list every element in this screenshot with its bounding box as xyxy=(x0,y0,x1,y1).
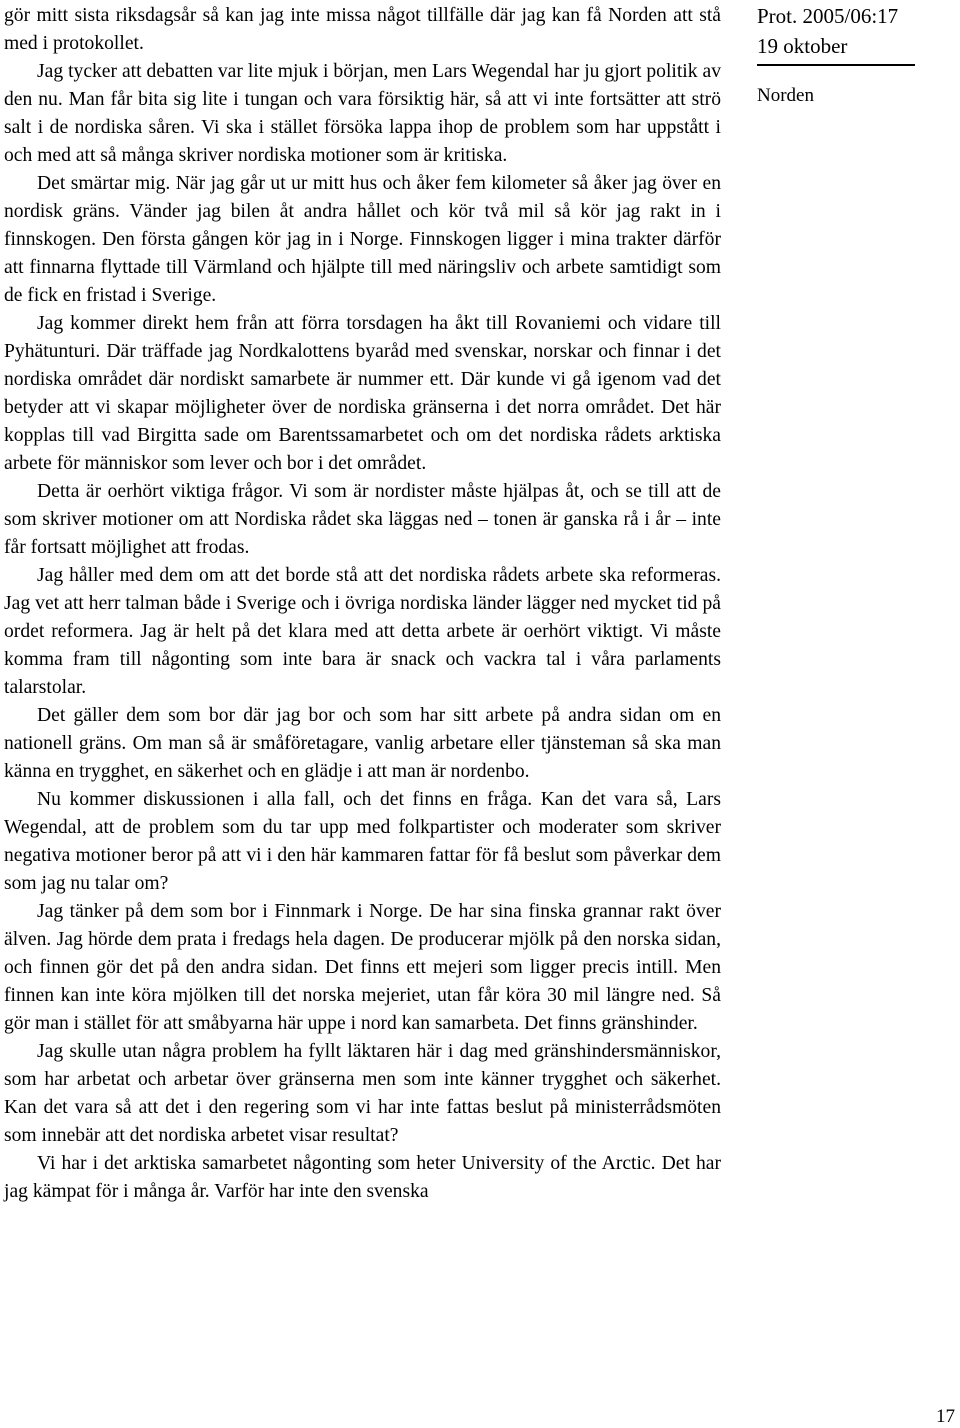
topic-label: Norden xyxy=(757,85,814,106)
paragraph-8: Nu kommer diskussionen i alla fall, och det finns en fråga. Kan det vara så, Lars Wegendal, att de problem som du tar upp med folkpartister och moderater som skriver negativa motioner beror på att vi i den här kammaren fattar för få beslut som påverkar dem som jag nu talar om? xyxy=(4,789,721,894)
paragraph-3: Det smärtar mig. När jag går ut ur mitt hus och åker fem kilometer så åker jag över en nordisk gräns. Vänder jag bilen åt andra hållet och kör två mil så kör jag rakt in i finnskogen. Den första gången kör jag in i Norge. Finnskogen ligger i mina trakter därför att finnarna flyttade till Värmland och hjälpte till med näringsliv och arbete samtidigt som de fick en fristad i Sverige. xyxy=(4,173,721,306)
paragraph-2: Jag tycker att debatten var lite mjuk i början, men Lars Wegendal har ju gjort politik av den nu. Man får bita sig lite i tungan och vara försiktig här, så att vi inte fortsätter att strö salt i de nordiska såren. Vi ska i stället försöka lappa ihop de problem som har uppstått i och med att så många skriver nordiska motioner som är kritiska. xyxy=(4,61,721,166)
paragraph-10: Jag skulle utan några problem ha fyllt läktaren här i dag med gränshindersmänniskor, som har arbetat och arbetar över gränserna men som inte känner trygghet och säkerhet. Kan det vara så att det i den regering som vi har inte fattas beslut på ministerrådsmöten som innebär att det nordiska arbetet visar resultat? xyxy=(4,1041,721,1146)
protocol-number: Prot. 2005/06:17 xyxy=(757,4,899,28)
paragraph-6: Jag håller med dem om att det borde stå att det nordiska rådets arbete ska reformeras. Jag vet att herr talman både i Sverige och i övriga nordiska länder lägger ned mycket tid på ordet reformera. Jag är helt på det klara med att detta arbete är oerhört viktigt. Vi måste komma fram till någonting som inte bara är snack och vackra tal i våra parlaments talarstolar. xyxy=(4,565,721,698)
paragraph-4: Jag kommer direkt hem från att förra torsdagen ha åkt till Rovaniemi och vidare till Pyhätunturi. Där träffade jag Nordkalottens byaråd med svenskar, norskar och finnar i det nordiska området där nordiskt samarbete är nummer ett. Där kunde vi gå igenom vad det betyder att vi skapar möjligheter över de nordiska gränserna i det norra området. Det här kopplas till vad Birgitta sade om Barentssamarbetet och om det nordiska rådets arktiska arbete för människor som lever och bor i det området. xyxy=(4,313,721,474)
paragraph-11: Vi har i det arktiska samarbetet någonting som heter University of the Arctic. Det har jag kämpat för i många år. Varför har inte den svenska xyxy=(4,1153,721,1202)
paragraph-9: Jag tänker på dem som bor i Finnmark i Norge. De har sina finska grannar rakt över älven. Jag hörde dem prata i fredags hela dagen. De producerar mjölk på den norska sidan, och finnen gör det på den andra sidan. Det finns ett mejeri som ligger precis intill. Men finnen kan inte köra mjölken till det norska mejeriet, utan får köra 30 mil längre ned. Så gör man i stället för att småbyarna här uppe i nord kan samarbeta. Det finns gränshinder. xyxy=(4,901,721,1034)
paragraph-5: Detta är oerhört viktiga frågor. Vi som är nordister måste hjälpas åt, och se till att de som skriver motioner om att Nordiska rådet ska läggas ned – tonen är ganska rå i år – inte får fortsatt möjlighet att frodas. xyxy=(4,481,721,558)
margin-divider xyxy=(757,64,915,66)
page-number: 17 xyxy=(936,1406,955,1427)
speech-body xyxy=(4,2,721,1206)
session-date: 19 oktober xyxy=(757,34,848,58)
margin-header xyxy=(757,2,947,108)
paragraph-7: Det gäller dem som bor där jag bor och som har sitt arbete på andra sidan om en nationell gräns. Om man så är småföretagare, vanlig arbetare eller tjänsteman så ska man känna en trygghet, en säkerhet och en glädje i att man är nordenbo. xyxy=(4,705,721,782)
paragraph-1: gör mitt sista riksdagsår så kan jag inte missa något tillfälle där jag kan få Norden att stå med i protokollet. xyxy=(4,5,721,54)
